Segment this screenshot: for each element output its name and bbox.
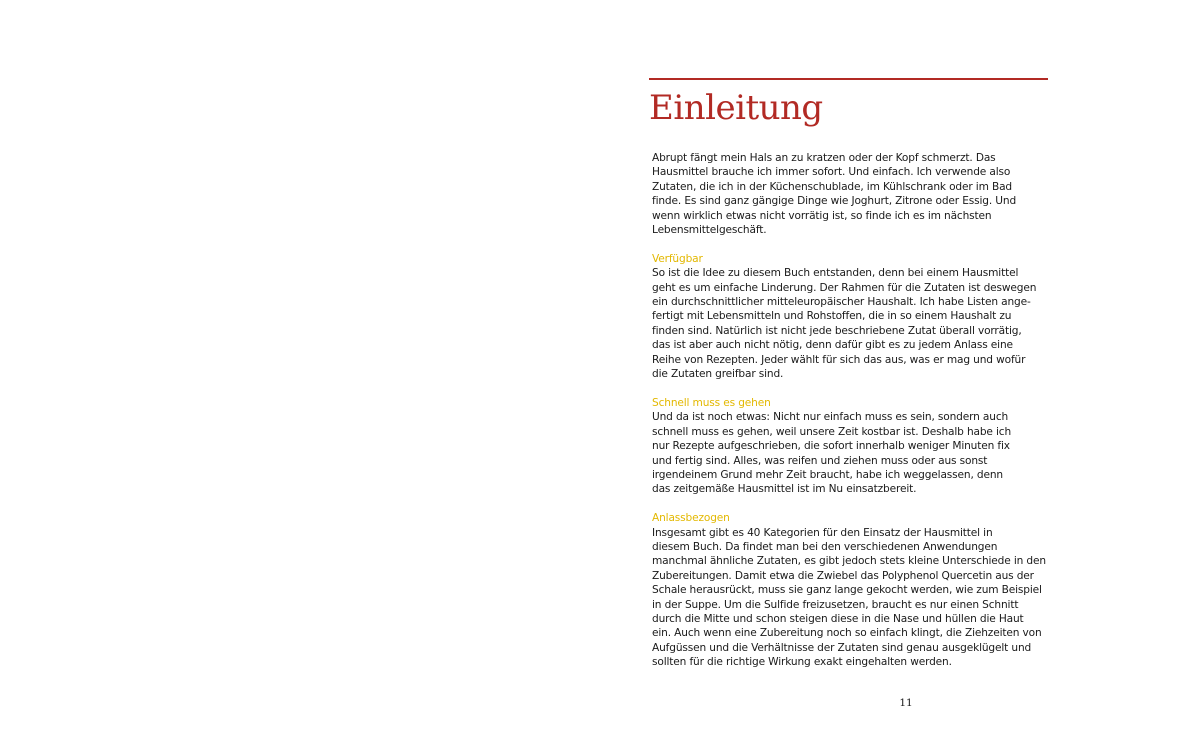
text-line: diesem Buch. Da findet man bei den verschiedenen Anwendungen: [652, 540, 998, 553]
page-number: 11: [899, 697, 913, 709]
section-verfuegbar: [652, 252, 1052, 382]
right-page: [596, 0, 1191, 737]
section-anlassbezogen: [652, 511, 1052, 669]
text-line: Abrupt fängt mein Hals an zu kratzen oder der Kopf schmerzt. Das: [652, 152, 996, 164]
text-line: sollten für die richtige Wirkung exakt eingehalten werden.: [652, 656, 952, 669]
section-schnell: [652, 396, 1052, 497]
body-text: [652, 151, 1052, 670]
text-line: nur Rezepte aufgeschrieben, die sofort innerhalb weniger Minuten fix: [652, 440, 1010, 453]
text-line: ein. Auch wenn eine Zubereitung noch so einfach klingt, die Ziehzeiten von: [652, 627, 1042, 640]
text-line: Schale herausrückt, muss sie ganz lange gekocht werden, wie zum Beispiel: [652, 584, 1042, 597]
text-line: Zutaten, die ich in der Küchenschublade, im Kühlschrank oder im Bad: [652, 180, 1012, 193]
text-line: durch die Mitte und schon steigen diese in die Nase und hüllen die Haut: [652, 612, 1024, 625]
text-line: So ist die Idee zu diesem Buch entstanden, denn bei einem Hausmittel: [652, 267, 1019, 280]
text-line: wenn wirklich etwas nicht vorrätig ist, so finde ich es im nächsten: [652, 209, 992, 222]
text-line: ein durchschnittlicher mitteleuropäischer Haushalt. Ich habe Listen ange-: [652, 296, 1031, 309]
text-line: Und da ist noch etwas: Nicht nur einfach muss es sein, sondern auch: [652, 411, 1009, 424]
text-line: Insgesamt gibt es 40 Kategorien für den Einsatz der Hausmittel in: [652, 526, 993, 539]
text-line: fertigt mit Lebensmitteln und Rohstoffen, die in so einem Haushalt zu: [652, 310, 1012, 323]
section-heading: Verfügbar: [652, 252, 703, 265]
text-line: das zeitgemäße Hausmittel ist im Nu einsatzbereit.: [652, 483, 917, 496]
text-line: manchmal ähnliche Zutaten, es gibt jedoch stets kleine Unterschiede in den: [652, 555, 1046, 568]
text-line: das ist aber auch nicht nötig, denn dafür gibt es zu jedem Anlass eine: [652, 339, 1013, 352]
text-line: geht es um einfache Linderung. Der Rahmen für die Zutaten ist deswegen: [652, 281, 1037, 294]
chapter-title: Einleitung: [649, 88, 823, 128]
section-heading: Anlassbezogen: [652, 512, 730, 525]
text-line: finde. Es sind ganz gängige Dinge wie Joghurt, Zitrone oder Essig. Und: [652, 195, 1017, 208]
text-line: Reihe von Rezepten. Jeder wählt für sich das aus, was er mag und wofür: [652, 353, 1026, 366]
text-line: Zubereitungen. Damit etwa die Zwiebel das Polyphenol Quercetin aus der: [652, 569, 1034, 582]
text-line: Hausmittel brauche ich immer sofort. Und einfach. Ich verwende also: [652, 166, 1011, 179]
text-line: finden sind. Natürlich ist nicht jede beschriebene Zutat überall vorrätig,: [652, 324, 1022, 337]
section-heading: Schnell muss es gehen: [652, 396, 771, 409]
text-line: Lebensmittelgeschäft.: [652, 224, 767, 237]
intro-paragraph: [652, 151, 1052, 237]
left-page-blank: [0, 0, 595, 737]
text-line: die Zutaten greifbar sind.: [652, 368, 784, 381]
text-line: Aufgüssen und die Verhältnisse der Zutaten sind genau ausgeklügelt und: [652, 641, 1032, 654]
text-line: irgendeinem Grund mehr Zeit braucht, habe ich weggelassen, denn: [652, 468, 1003, 481]
text-line: schnell muss es gehen, weil unsere Zeit kostbar ist. Deshalb habe ich: [652, 425, 1012, 438]
text-line: und fertig sind. Alles, was reifen und ziehen muss oder aus sonst: [652, 454, 988, 467]
text-line: in der Suppe. Um die Sulfide freizusetzen, braucht es nur einen Schnitt: [652, 598, 1019, 611]
chapter-rule: [649, 78, 1048, 80]
